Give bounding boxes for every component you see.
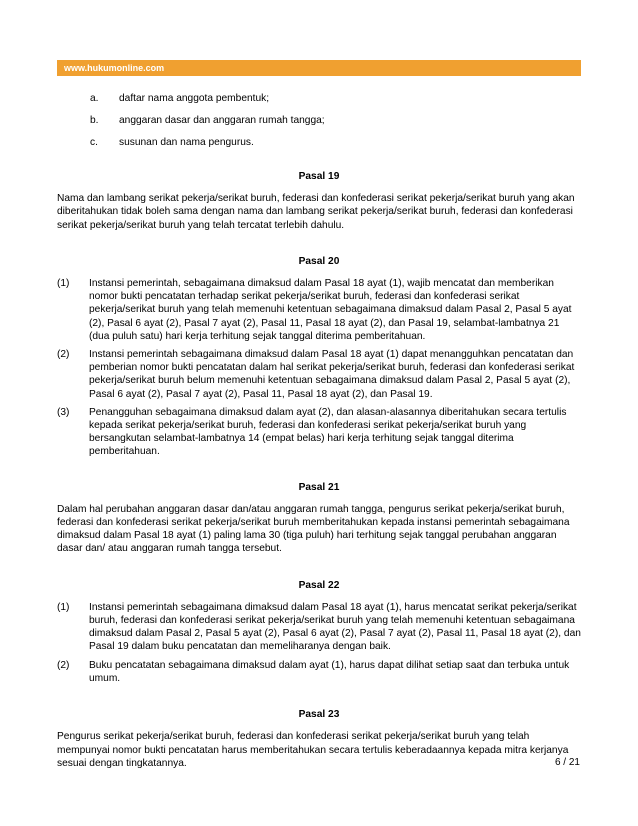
list-item-text: susunan dan nama pengurus. <box>119 137 254 148</box>
pasal-23-text: Pengurus serikat pekerja/serikat buruh, federasi dan konfederasi serikat pekerja/serikat buruh yang telah mempunyai nomor bukti pencatatan harus memberitahukan secara tertulis keberadaannya kepada mitra kerjanya sesuai dengan tingkatannya. <box>57 731 569 769</box>
site-url[interactable]: www.hukumonline.com <box>64 63 165 73</box>
list-item <box>57 114 581 127</box>
list-item <box>57 92 581 105</box>
ayat-number: (1) <box>57 278 70 290</box>
ayat-number: (2) <box>57 349 70 361</box>
ayat-item <box>57 406 581 459</box>
ayat-item <box>57 348 581 401</box>
pasal-21-title: Pasal 21 <box>298 481 340 493</box>
ayat-text: Instansi pemerintah sebagaimana dimaksud dalam Pasal 18 ayat (1), harus mencatat serikat pekerja/serikat buruh, federasi dan konfederasi serikat pekerja/serikat buruh yang telah memenuhi ketentuan sebagaimana dimaksud dalam Pasal 2, Pasal 5 ayat (2), Pasal 6 ayat (2), Pasal 7 ayat (2), Pasal 11, Pasal 18 ayat (2), dan Pasal 19 dalam buku pencatatan dan memeliharanya dengan baik. <box>89 601 581 653</box>
pasal-23-title: Pasal 23 <box>298 709 340 721</box>
pasal-19-title: Pasal 19 <box>298 171 340 182</box>
pasal-19-text: Nama dan lambang serikat pekerja/serikat buruh, federasi dan konfederasi serikat pekerja/serikat buruh yang akan diberitahukan tidak boleh sama dengan nama dan lambang serikat pekerja/serikat buruh, federasi dan konfederasi serikat pekerja/serikat buruh yang telah tercatat terlebih dahulu. <box>57 193 575 231</box>
ayat-text: Penangguhan sebagaimana dimaksud dalam ayat (2), dan alasan-alasannya diberitahukan secara tertulis kepada serikat pekerja/serikat buruh, federasi dan konfederasi serikat pekerja/serikat buruh yang bersangkutan selambat-lambatnya 14 (empat belas) hari kerja terhitung sejak tanggal diterima pemberitahuan. <box>89 406 567 458</box>
pasal-22-ayat-list <box>57 601 581 685</box>
pasal-22-title: Pasal 22 <box>298 579 340 591</box>
pasal-21-text: Dalam hal perubahan anggaran dasar dan/atau anggaran rumah tangga, pengurus serikat pekerja/serikat buruh, federasi dan konfederasi serikat pekerja/serikat buruh memberitahukan kepada instansi pemerintah sebagaimana dimaksud dalam Pasal 18 ayat (1) paling lama 30 (tiga puluh) hari terhitung sejak tanggal perubahan anggaran dasar dan/ atau anggaran rumah tangga tersebut. <box>57 503 570 555</box>
ayat-item <box>57 601 581 654</box>
list-item <box>57 136 581 149</box>
document-body <box>57 92 581 770</box>
site-header-bar <box>57 60 581 76</box>
list-item-label: b. <box>90 115 99 126</box>
ayat-text: Instansi pemerintah sebagaimana dimaksud dalam Pasal 18 ayat (1) dapat menangguhkan pencatatan dan pemberian nomor bukti pencatatan dalam hal serikat pekerja/serikat buruh, federasi dan konfederasi serikat pekerja/serikat buruh belum memenuhi ketentuan sebagaimana dimaksud dalam Pasal 2, Pasal 5 ayat (2), Pasal 6 ayat (2), Pasal 7 ayat (2), Pasal 11, Pasal 18 ayat (2), dan Pasal 19. <box>89 349 575 400</box>
page-number: 6 / 21 <box>554 757 580 768</box>
pasal-20-title: Pasal 20 <box>298 255 340 267</box>
ayat-item <box>57 277 581 343</box>
ayat-item <box>57 659 581 685</box>
list-item-text: anggaran dasar dan anggaran rumah tangga; <box>119 115 325 126</box>
ayat-text: Instansi pemerintah, sebagaimana dimaksud dalam Pasal 18 ayat (1), wajib mencatat dan memberikan nomor bukti pencatatan terhadap serikat pekerja/serikat buruh, federasi dan konfederasi serikat pekerja/serikat buruh yang telah memenuhi ketentuan sebagaimana dimaksud dalam Pasal 2, Pasal 5 ayat (2), Pasal 6 ayat (2), Pasal 7 ayat (2), Pasal 11, Pasal 18 ayat (2), dan Pasal 19, selambat-lambatnya 21 (dua puluh satu) hari kerja terhitung sejak tanggal diterima pemberitahuan. <box>89 278 572 342</box>
ayat-number: (1) <box>57 601 70 613</box>
list-item-text: daftar nama anggota pembentuk; <box>119 93 270 104</box>
ayat-number: (3) <box>57 406 70 418</box>
ayat-text: Buku pencatatan sebagaimana dimaksud dalam ayat (1), harus dapat dilihat setiap saat dan terbuka untuk umum. <box>89 659 570 684</box>
list-item-label: a. <box>90 93 99 104</box>
list-item-label: c. <box>90 137 98 148</box>
pasal-20-ayat-list <box>57 277 581 459</box>
ayat-number: (2) <box>57 659 70 671</box>
